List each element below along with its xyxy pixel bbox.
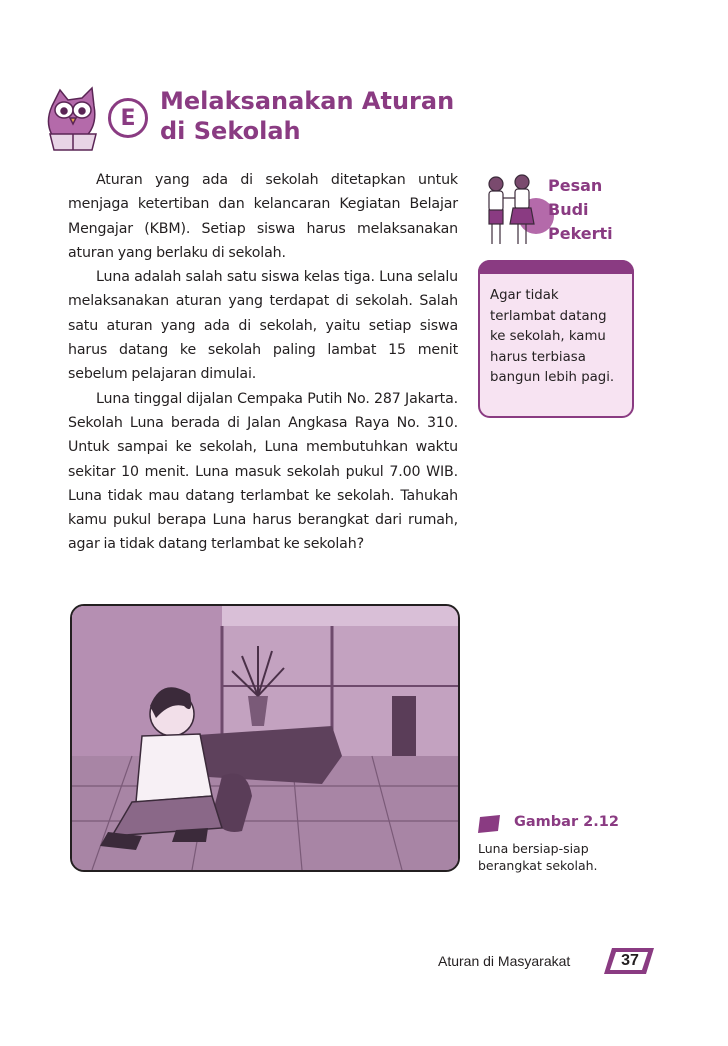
section-title-line2: di Sekolah [160,117,301,145]
paragraph: Aturan yang ada di sekolah ditetapkan untuk menjaga ketertiban dan kelancaran Kegiatan Belajar Mengajar (KBM). Setiap siswa harus melaksanakan aturan yang berlaku di sekolah. [68,172,458,261]
section-badge: E [108,98,148,138]
pesan-title-line3: Pekerti [548,224,613,243]
footer-section-name: Aturan di Masyarakat [438,953,571,969]
paragraph: Luna tinggal dijalan Cempaka Putih No. 287 Jakarta. Sekolah Luna berada di Jalan Angkasa Raya No. 310. Untuk sampai ke sekolah, Luna membutuhkan waktu sekitar 10 menit. Luna masuk sekolah pukul 7.00 WIB. Luna tidak mau datang terlambat ke sekolah. Tahukah kamu pukul berapa Luna harus berangkat dari rumah, agar ia tidak datang terlambat ke sekolah? [68,390,458,553]
pesan-box-header-bar [478,260,634,274]
figure-caption-text: Luna bersiap-siap berangkat sekolah. [478,841,598,873]
pesan-budi-pekerti-title [548,174,668,246]
girl-tying-shoes-illustration [72,606,458,870]
pesan-message-box [478,260,634,418]
page-number: 37 [621,952,639,969]
figure-caption-title: Gambar 2.12 [514,814,619,830]
pesan-message: Agar tidak terlambat datang ke sekolah, kamu harus terbiasa bangun lebih pagi. [490,288,615,385]
caption-marker-icon [478,815,502,833]
body-text [68,168,458,557]
section-title-line1: Melaksanakan Aturan [160,87,455,115]
pesan-title-line1: Pesan [548,176,603,195]
pesan-title-line2: Budi [548,200,589,219]
section-title [160,86,480,146]
paragraph: Luna adalah salah satu siswa kelas tiga. Luna selalu melaksanakan aturan yang terdapat di sekolah. Salah satu aturan yang ada di sekolah, yaitu setiap siswa harus datang ke sekolah paling lambat 15 menit sebelum pelajaran dimulai. [68,269,458,383]
illustration-frame [70,604,460,872]
children-illustration-icon [476,170,554,250]
